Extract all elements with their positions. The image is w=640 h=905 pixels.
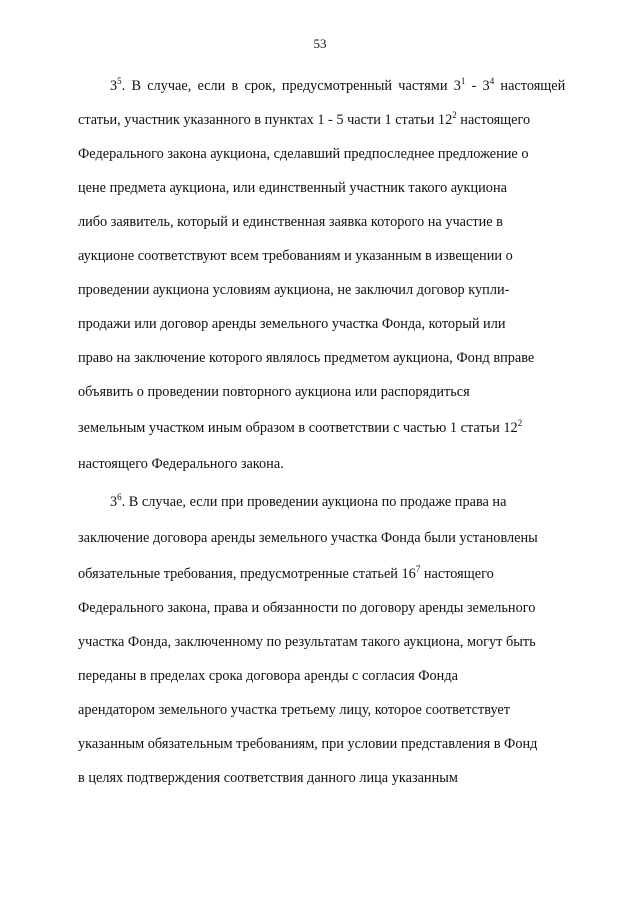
p2-line-2: заключение договора аренды земельного участка Фонда были установлены bbox=[78, 530, 538, 546]
p1-line-3: Федерального закона аукциона, сделавший предпоследнее предложение о bbox=[78, 146, 529, 162]
p1-line-11: земельным участком иным образом в соответствии с частью 1 статьи $12^2$ bbox=[78, 418, 523, 436]
p1-line-9: право на заключение которого являлось предметом аукциона, Фонд вправе bbox=[78, 350, 535, 366]
p2-line-9: в целях подтверждения соответствия данного лица указанным bbox=[78, 770, 458, 786]
p2-line-6: переданы в пределах срока договора аренды с согласия Фонда bbox=[78, 668, 458, 684]
p1-line-1: $3^5$. В случае, если в срок, предусмотренный частями $3^1 - 3^4$ настоящей bbox=[110, 76, 566, 94]
p1-line-2: статьи, участник указанного в пунктах 1 - 5 части 1 статьи $12^2$ настоящего bbox=[78, 110, 531, 128]
p1-line-6: аукционе соответствуют всем требованиям и указанным в извещении о bbox=[78, 248, 513, 264]
p1-line-8: продажи или договор аренды земельного участка Фонда, который или bbox=[78, 316, 506, 332]
page-number: 53 bbox=[313, 36, 327, 51]
p2-line-1: $3^6$. В случае, если при проведении аукциона по продаже права на bbox=[110, 492, 507, 510]
p2-line-7: арендатором земельного участка третьему лицу, которое соответствует bbox=[78, 702, 511, 718]
p1-line-10: объявить о проведении повторного аукциона или распорядиться bbox=[78, 384, 470, 400]
p2-line-5: участка Фонда, заключенному по результатам такого аукциона, могут быть bbox=[78, 634, 536, 650]
p1-line-4: цене предмета аукциона, или единственный участник такого аукциона bbox=[78, 180, 507, 196]
p2-line-8: указанным обязательным требованиям, при условии представления в Фонд bbox=[78, 736, 538, 752]
p2-line-4: Федерального закона, права и обязанности по договору аренды земельного bbox=[78, 600, 536, 616]
p2-line-3: обязательные требования, предусмотренные статьей $16^7$ настоящего bbox=[78, 564, 494, 582]
p1-line-7: проведении аукциона условиям аукциона, не заключил договор купли- bbox=[78, 282, 510, 298]
p1-line-5: либо заявитель, который и единственная заявка которого на участие в bbox=[78, 214, 503, 230]
p1-line-12: настоящего Федерального закона. bbox=[78, 456, 284, 472]
